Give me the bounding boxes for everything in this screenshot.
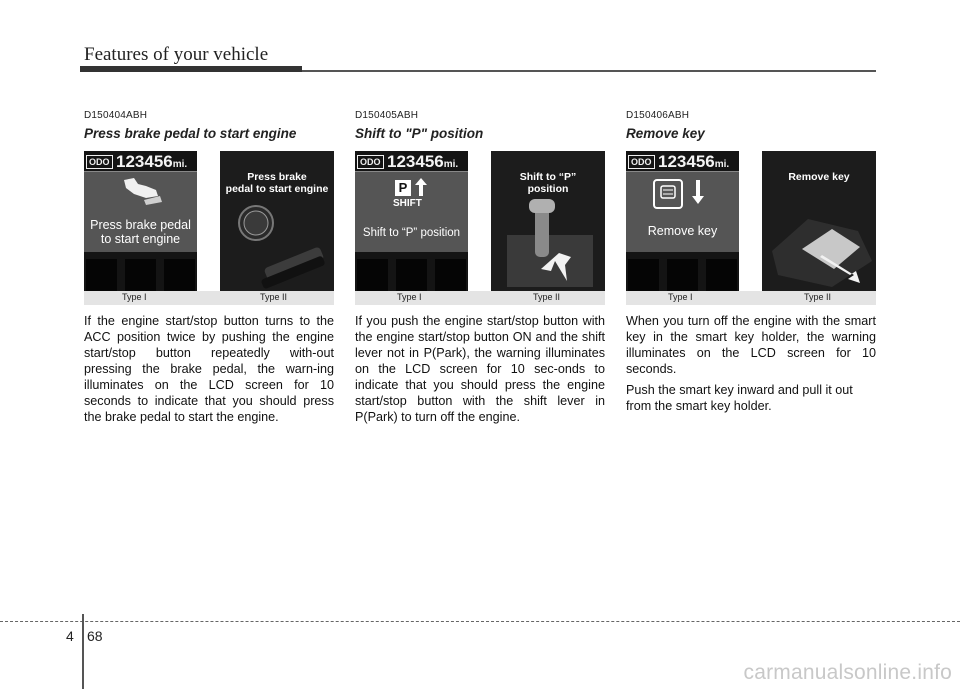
type-label-strip	[355, 291, 605, 305]
section-body	[355, 313, 605, 425]
lcd-screen	[626, 171, 739, 252]
up-arrow-icon	[415, 178, 427, 196]
footer-rule	[0, 621, 960, 622]
type-label-strip	[84, 291, 334, 305]
footer-divider	[82, 614, 84, 689]
cluster-display-type2	[762, 151, 876, 291]
section-body	[626, 313, 876, 414]
section-code: D150404ABH	[84, 110, 148, 121]
type2-message-line2: position	[527, 183, 569, 195]
lcd-message-line1: Remove key	[647, 224, 718, 238]
type2-message-line2: pedal to start engine	[225, 183, 329, 195]
cluster-display-type2	[220, 151, 334, 291]
section-shift-to-p	[355, 110, 605, 430]
type-label-strip	[626, 291, 876, 305]
lcd-screen	[355, 171, 468, 252]
lcd-message-line1: Press brake pedal	[90, 218, 191, 232]
odometer-row	[357, 153, 466, 171]
header-bar	[80, 66, 302, 72]
shift-lever-icon	[491, 195, 605, 291]
lcd-message-line1: Shift to “P” position	[362, 227, 461, 239]
cluster-display-type2	[491, 151, 605, 291]
section-press-brake	[84, 110, 334, 430]
foot-pedal-icon	[116, 176, 164, 206]
type2-label: Type II	[260, 292, 288, 302]
page-number: 68	[87, 628, 103, 644]
odo-unit: mi.	[443, 159, 459, 170]
odo-badge: ODO	[357, 155, 384, 169]
odo-badge: ODO	[628, 155, 655, 169]
odo-value: 123456mi.	[658, 152, 730, 171]
body-paragraph: If you push the engine start/stop button with the engine start/stop button ON and the shift lever not in P(Park), the warning illuminates on the LCD screen for 10 sec-onds to indicate that you should press the engine start/stop button with the shift lever in P(Park) to turn off the engine.	[355, 314, 605, 424]
type1-label: Type I	[668, 292, 693, 302]
body-paragraph: If the engine start/stop button turns to the ACC position twice by pushing the engine start/stop button repeatedly with-out pressing the brake pedal, the warn-ing illuminates on the LCD screen for 10 seconds to indicate that you should press the brake pedal to start the engine.	[84, 314, 334, 424]
section-code: D150405ABH	[355, 110, 419, 121]
odometer-row	[86, 153, 195, 171]
type2-message-line1: Remove key	[788, 171, 850, 183]
section-heading: Remove key	[626, 126, 705, 141]
section-heading: Shift to "P" position	[355, 126, 484, 141]
odo-unit: mi.	[714, 159, 730, 170]
lcd-display-type1	[355, 151, 468, 291]
body-paragraph: Push the smart key inward and pull it out from the smart key holder.	[626, 383, 853, 413]
section-code: D150406ABH	[626, 110, 690, 121]
type2-label: Type II	[804, 292, 832, 302]
lcd-indicator-blocks	[84, 259, 197, 291]
section-remove-key	[626, 110, 876, 419]
type1-label: Type I	[122, 292, 147, 302]
section-body	[84, 313, 334, 425]
key-holder-icon	[762, 191, 876, 291]
smart-key-icon	[652, 178, 712, 212]
engine-start-button-icon	[220, 195, 334, 291]
page-header-title: Features of your vehicle	[84, 44, 269, 65]
odo-badge: ODO	[86, 155, 113, 169]
odometer-row	[628, 153, 737, 171]
header-rule	[302, 70, 876, 72]
lcd-figure	[84, 151, 334, 305]
shift-word: SHIFT	[393, 198, 422, 209]
odo-value: 123456mi.	[387, 152, 459, 171]
body-paragraph: When you turn off the engine with the smart key in the smart key holder, the warning illuminates on the LCD screen for 10 seconds.	[626, 314, 876, 376]
lcd-figure	[355, 151, 605, 305]
p-letter-box: P	[395, 180, 411, 196]
section-number: 4	[66, 628, 74, 644]
lcd-display-type1	[626, 151, 739, 291]
odo-value: 123456mi.	[116, 152, 188, 171]
watermark: carmanualsonline.info	[743, 661, 952, 684]
type2-message-line1: Shift to “P”	[519, 171, 577, 183]
lcd-indicator-blocks	[626, 259, 739, 291]
odo-unit: mi.	[172, 159, 188, 170]
section-heading: Press brake pedal to start engine	[84, 126, 297, 141]
type2-label: Type II	[533, 292, 561, 302]
lcd-display-type1	[84, 151, 197, 291]
type1-label: Type I	[397, 292, 422, 302]
lcd-message-line2: to start engine	[100, 232, 181, 246]
lcd-screen	[84, 171, 197, 252]
type2-message-line1: Press brake	[247, 171, 307, 183]
lcd-indicator-blocks	[355, 259, 468, 291]
lcd-figure	[626, 151, 876, 305]
